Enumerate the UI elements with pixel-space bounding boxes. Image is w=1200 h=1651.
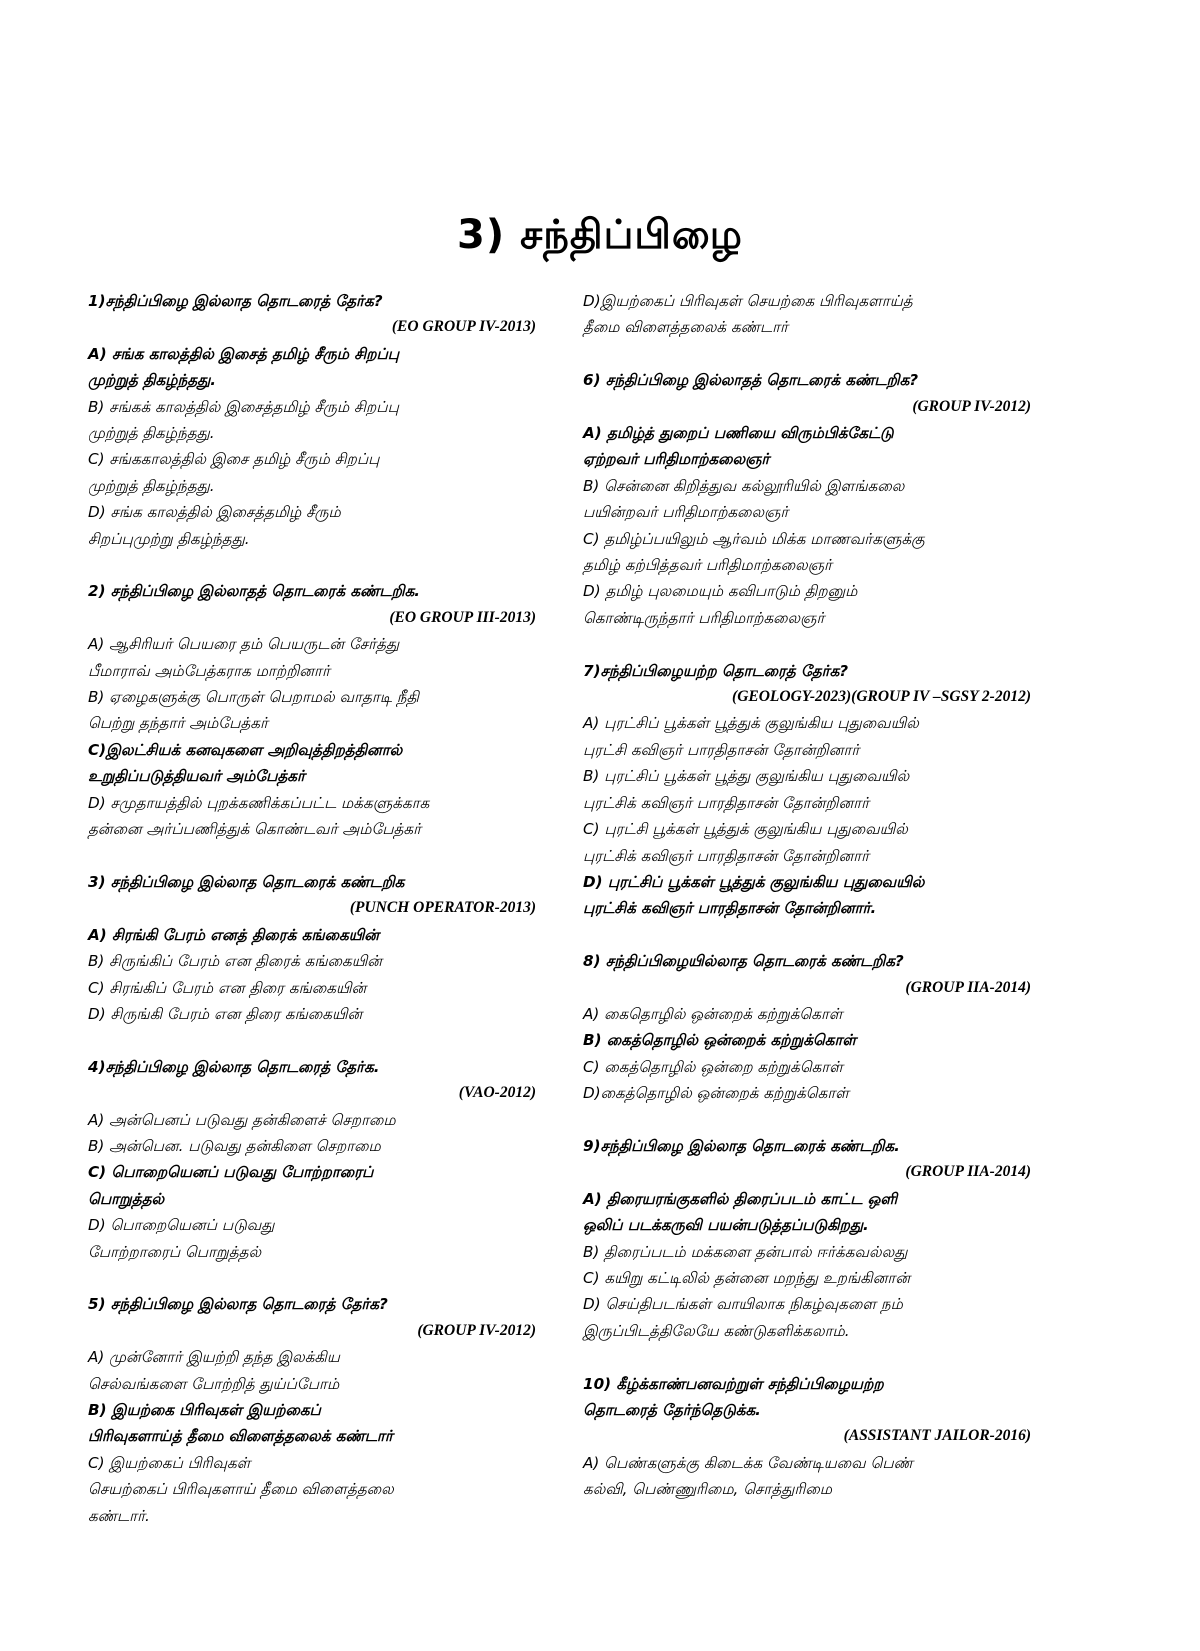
option-b [583,473,1043,526]
option-line: C) பொறையெனப் படுவது போற்றாரைப் [88,1163,374,1182]
option-line: புரட்சிக் கவிஞர் பாரதிதாசன் தோன்றினார் [583,793,870,812]
option-line: C) சங்ககாலத்தில் இசை தமிழ் சீரும் சிறப்பு [88,450,380,469]
option-c-correct [88,737,548,790]
exam-source: (GROUP IV-2012) [417,1321,536,1339]
option-line: கல்வி, பெண்ணுரிமை, சொத்துரிமை [583,1480,832,1499]
option-line: செயற்கைப் பிரிவுகளாய் தீமை விளைத்தலை [88,1480,394,1499]
question-text: 6) சந்திப்பிழை இல்லாதத் தொடரைக் கண்டறிக? [583,371,919,390]
option-line: ஏற்றவர் பரிதிமாற்கலைஞர் [583,450,770,469]
option-c [583,526,1043,579]
option-line: B) சிருங்கிப் பேரம் என திரைக் கங்கையின் [88,952,383,971]
option-line: போற்றாரைப் பொறுத்தல் [88,1242,262,1261]
option-line: B) இயற்கை பிரிவுகள் இயற்கைப் [88,1401,321,1419]
option-a [88,631,548,684]
option-line: ஒலிப் படக்கருவி பயன்படுத்தப்படுகிறது. [583,1216,869,1235]
option-line: A) புரட்சிப் பூக்கள் பூத்துக் குலுங்கிய புதுவையில் [583,714,919,733]
option-line: D) புரட்சிப் பூக்கள் பூத்துக் குலுங்கிய புதுவையில் [583,872,925,891]
option-b [88,1133,548,1159]
question-text: 4)சந்திப்பிழை இல்லாத தொடரைத் தேர்க. [88,1057,380,1076]
option-a-correct [88,922,548,948]
option-b [583,1239,1043,1265]
question-block [583,948,1043,1106]
option-d [88,1212,548,1265]
option-line: B) அன்பென. படுவது தன்கிளை செறாமை [88,1136,381,1155]
option-a [88,1107,548,1133]
option-line: புரட்சிக் கவிஞர் பாரதிதாசன் தோன்றினார் [583,846,870,865]
option-line: பெற்று தந்தார் அம்பேத்கர் [88,714,268,733]
option-d [583,1291,1043,1344]
question-block [583,1133,1043,1344]
option-line: உறுதிப்படுத்தியவர் அம்பேத்கர் [88,767,305,786]
option-line: புரட்சி கவிஞர் பாரதிதாசன் தோன்றினார் [583,740,860,759]
question-text: 3) சந்திப்பிழை இல்லாத தொடரைக் கண்டறிக [88,872,405,891]
option-line: D) செய்திபடங்கள் வாயிலாக நிகழ்வுகளை நம் [583,1295,903,1314]
option-a-correct [88,341,548,394]
option-c-correct [88,1159,548,1212]
option-line: A) தமிழ்த் துறைப் பணியை விரும்பிக்கேட்டு [583,424,894,443]
spacer [88,1265,548,1291]
exam-source: (GROUP IIA-2014) [905,978,1031,996]
option-c [88,975,548,1001]
option-c [88,1450,548,1529]
question-block [88,288,548,552]
option-a-correct [583,420,1043,473]
option-line: C) கயிறு கட்டிலில் தன்னை மறந்து உறங்கினான் [583,1268,911,1287]
option-b [583,763,1043,816]
question-block [88,869,548,1027]
option-d [583,578,1043,631]
page-title: 3) சந்திப்பிழை [457,212,743,258]
option-line: புரட்சிக் கவிஞர் பாரதிதாசன் தோன்றினார். [583,899,877,918]
option-b [88,684,548,737]
option-line: A) முன்னோர் இயற்றி தந்த இலக்கிய [88,1348,340,1367]
question-text: 1)சந்திப்பிழை இல்லாத தொடரைத் தேர்க? [88,292,383,310]
option-line: முற்றுத் திகழ்ந்தது. [88,424,215,443]
option-line: A) சிரங்கி பேரம் எனத் திரைக் கங்கையின் [88,925,380,944]
option-line: D) சமுதாயத்தில் புறக்கணிக்கப்பட்ட மக்களுக்காக [88,793,430,812]
option-line: D) பொறையெனப் படுவது [88,1216,275,1235]
spacer [88,552,548,578]
exam-source: (GEOLOGY-2023)(GROUP IV –SGSY 2-2012) [732,688,1031,706]
question-text: 9)சந்திப்பிழை இல்லாத தொடரைக் கண்டறிக. [583,1136,900,1155]
option-line: கண்டார். [88,1506,150,1525]
option-d [88,790,548,843]
option-line: A) அன்பெனப் படுவது தன்கிளைச் செறாமை [88,1110,396,1129]
option-a [583,1001,1043,1027]
option-c [583,816,1043,869]
spacer [583,631,1043,657]
option-line: B) புரட்சிப் பூக்கள் பூத்து குலுங்கிய புதுவையில் [583,767,910,786]
option-line: D) சங்க காலத்தில் இசைத்தமிழ் சீரும் [88,503,341,522]
option-line: D)இயற்கைப் பிரிவுகள் செயற்கை பிரிவுகளாய்த் [583,292,913,310]
spacer [583,1107,1043,1133]
option-line: தீமை விளைத்தலைக் கண்டார் [583,318,788,337]
option-line: D)கைத்தொழில் ஒன்றைக் கற்றுக்கொள் [583,1084,849,1103]
question-text: தொடரைத் தேர்ந்தெடுக்க. [583,1400,761,1419]
option-a [583,1450,1043,1503]
right-column [583,288,1043,1503]
option-line: A) பெண்களுக்கு கிடைக்க வேண்டியவை பெண் [583,1453,913,1472]
option-line: B) திரைப்படம் மக்களை தன்பால் ஈர்க்கவல்லது [583,1242,908,1261]
option-line: முற்றுத் திகழ்ந்தது. [88,476,215,495]
question-text: 10) கீழ்க்காண்பனவற்றுள் சந்திப்பிழையற்ற [583,1374,884,1393]
option-d-correct [583,869,1043,922]
option-line: தன்னை அர்ப்பணித்துக் கொண்டவர் அம்பேத்கர் [88,820,422,839]
option-line: பயின்றவர் பரிதிமாற்கலைஞர் [583,503,789,522]
question-text: 5) சந்திப்பிழை இல்லாத தொடரைத் தேர்க? [88,1295,388,1314]
option-line: பிரிவுகளாய்த் தீமை விளைத்தலைக் கண்டார் [88,1427,393,1446]
option-line: கொண்டிருந்தார் பரிதிமாற்கலைஞர் [583,608,825,627]
option-b-correct [583,1027,1043,1053]
option-d [88,499,548,552]
option-b [88,948,548,974]
question-block [583,658,1043,922]
option-line: பீமாராவ் அம்பேத்கராக மாற்றினார் [88,661,330,680]
question-text: 8) சந்திப்பிழையில்லாத தொடரைக் கண்டறிக? [583,952,904,971]
option-d [583,1080,1043,1106]
spacer [583,341,1043,367]
option-line: A) கைதொழில் ஒன்றைக் கற்றுக்கொள் [583,1004,843,1023]
option-a [88,1344,548,1397]
option-line: C) கைத்தொழில் ஒன்றை கற்றுக்கொள் [583,1057,843,1076]
option-line: C) தமிழ்ப்பயிலும் ஆர்வம் மிக்க மாணவர்களுக்கு [583,529,925,548]
option-line: B) கைத்தொழில் ஒன்றைக் கற்றுக்கொள் [583,1031,857,1050]
option-line: B) சென்னை கிறித்துவ கல்லூரியில் இளங்கலை [583,476,905,495]
option-line: இருப்பிடத்திலேயே கண்டுகளிக்கலாம். [583,1321,850,1340]
option-c [583,1265,1043,1291]
option-line: C) புரட்சி பூக்கள் பூத்துக் குலுங்கிய புதுவையில் [583,820,908,839]
exam-source: (VAO-2012) [458,1084,536,1102]
option-line: B) ஏழைகளுக்கு பொருள் பெறாமல் வாதாடி நீதி [88,688,419,707]
exam-source: (PUNCH OPERATOR-2013) [349,899,536,917]
option-line: D) சிருங்கி பேரம் என திரை கங்கையின் [88,1004,363,1023]
question-block [583,1371,1043,1503]
option-c [583,1054,1043,1080]
option-line: சிறப்புமுற்று திகழ்ந்தது. [88,529,250,548]
option-a-correct [583,1186,1043,1239]
spacer [583,1344,1043,1370]
option-line: C) இயற்கைப் பிரிவுகள் [88,1453,251,1472]
left-column [88,288,548,1529]
option-d [88,1001,548,1027]
exam-source: (ASSISTANT JAILOR-2016) [843,1427,1031,1445]
option-line: D) தமிழ் புலமையும் கவிபாடும் திறனும் [583,582,858,601]
exam-source: (EO GROUP IV-2013) [391,318,536,336]
option-line: C)இலட்சியக் கனவுகளை அறிவுத்திறத்தினால் [88,740,403,759]
exam-source: (GROUP IIA-2014) [905,1163,1031,1181]
exam-source: (EO GROUP III-2013) [389,608,536,626]
option-line: A) திரையரங்குகளில் திரைப்படம் காட்ட ஒளி [583,1189,898,1208]
option-line: C) சிரங்கிப் பேரம் என திரை கங்கையின் [88,978,367,997]
option-line: A) சங்க காலத்தில் இசைத் தமிழ் சீரும் சிறப்பு [88,344,400,363]
option-line: செல்வங்களை போற்றித் துய்ப்போம் [88,1374,340,1393]
option-line: B) சங்கக் காலத்தில் இசைத்தமிழ் சீரும் சிறப்பு [88,397,399,416]
question-text: 2) சந்திப்பிழை இல்லாதத் தொடரைக் கண்டறிக. [88,582,421,601]
option-a [583,710,1043,763]
option-line: முற்றுத் திகழ்ந்தது. [88,371,217,390]
option-line: தமிழ் கற்பித்தவர் பரிதிமாற்கலைஞர் [583,556,832,575]
option-line: பொறுத்தல் [88,1189,165,1208]
option-c [88,446,548,499]
spacer [88,1027,548,1053]
option-line: A) ஆசிரியர் பெயரை தம் பெயருடன் சேர்த்து [88,635,400,654]
question-block [88,1291,548,1529]
spacer [583,922,1043,948]
question-block [583,288,1043,341]
option-b [88,394,548,447]
question-block [88,1054,548,1265]
option-b-correct [88,1397,548,1450]
spacer [88,843,548,869]
question-block [583,367,1043,631]
exam-source: (GROUP IV-2012) [912,397,1031,415]
question-block [88,578,548,842]
option-d [583,288,1043,341]
question-text: 7)சந்திப்பிழையற்ற தொடரைத் தேர்க? [583,661,849,680]
